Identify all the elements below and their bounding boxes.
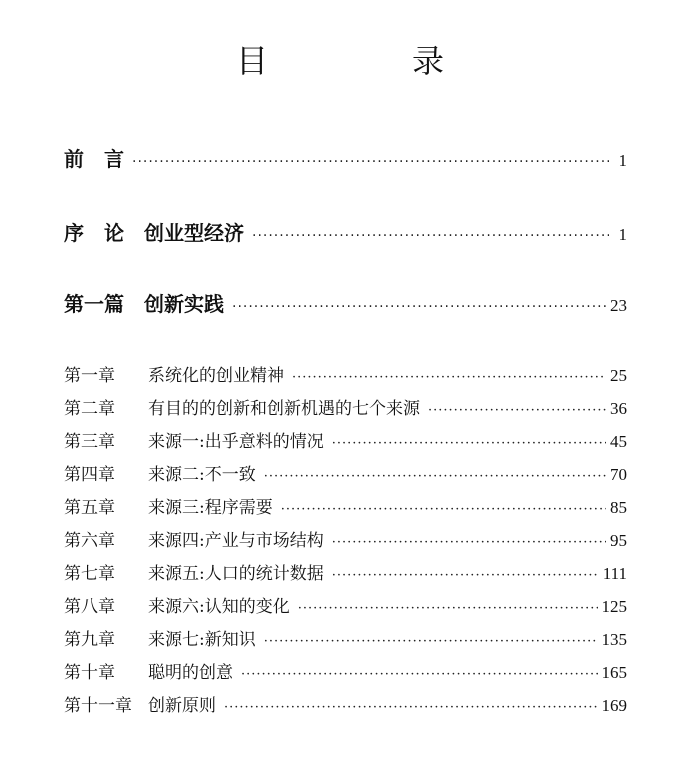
dot-leader bbox=[252, 228, 609, 244]
toc-page-number: 36 bbox=[610, 399, 627, 418]
chapter-number: 第九章 bbox=[64, 630, 115, 650]
toc-entry-chapter-10[interactable] bbox=[64, 658, 627, 683]
toc-entry-label: 第一篇 创新实践 bbox=[64, 292, 224, 316]
chapter-number: 第五章 bbox=[64, 498, 115, 518]
toc-entry-label: 序 论 创业型经济 bbox=[64, 221, 244, 245]
toc-entry-chapter-2[interactable] bbox=[64, 394, 627, 419]
toc-page-number: 135 bbox=[601, 630, 627, 649]
toc-page-number: 95 bbox=[610, 531, 627, 550]
dot-leader bbox=[332, 568, 599, 583]
chapter-number: 第八章 bbox=[64, 597, 115, 617]
dot-leader bbox=[224, 700, 598, 715]
dot-leader bbox=[292, 370, 606, 385]
dot-leader bbox=[281, 502, 606, 517]
toc-entry-chapter-9[interactable] bbox=[64, 625, 627, 650]
toc-entry-chapter-11[interactable] bbox=[64, 691, 627, 716]
toc-entry-chapter-4[interactable] bbox=[64, 460, 627, 485]
chapter-number: 第六章 bbox=[64, 531, 115, 551]
chapter-title: 来源二:不一致 bbox=[148, 465, 256, 485]
chapter-title: 来源六:认知的变化 bbox=[148, 597, 290, 617]
toc-entry-chapter-1[interactable] bbox=[64, 361, 627, 386]
toc-page-number: 25 bbox=[610, 366, 627, 385]
toc-page-number: 111 bbox=[602, 564, 627, 583]
toc-entry-introduction[interactable] bbox=[64, 217, 627, 246]
toc-page-number: 70 bbox=[610, 465, 627, 484]
chapter-number: 第一章 bbox=[64, 366, 115, 386]
dot-leader bbox=[298, 601, 598, 616]
chapter-number: 第二章 bbox=[64, 399, 115, 419]
chapter-number: 第七章 bbox=[64, 564, 115, 584]
toc-entry-chapter-7[interactable] bbox=[64, 559, 627, 584]
toc-entry-part-one[interactable] bbox=[64, 288, 627, 317]
toc-page-number: 125 bbox=[601, 597, 627, 616]
toc-page-number: 169 bbox=[601, 696, 627, 715]
chapter-title: 来源三:程序需要 bbox=[148, 498, 273, 518]
toc-entry-chapter-8[interactable] bbox=[64, 592, 627, 617]
toc-page-number: 165 bbox=[601, 663, 627, 682]
toc-page-number: 85 bbox=[610, 498, 627, 517]
dot-leader bbox=[332, 436, 606, 451]
dot-leader bbox=[264, 469, 606, 484]
chapter-number: 第十章 bbox=[64, 663, 115, 683]
chapter-number: 第四章 bbox=[64, 465, 115, 485]
toc-entry-preface[interactable] bbox=[64, 143, 627, 172]
chapter-title: 有目的的创新和创新机遇的七个来源 bbox=[148, 399, 420, 419]
chapter-title: 来源七:新知识 bbox=[148, 630, 256, 650]
toc-entry-chapter-3[interactable] bbox=[64, 427, 627, 452]
chapter-number: 第十一章 bbox=[64, 696, 132, 716]
dot-leader bbox=[428, 403, 606, 418]
toc-entry-chapter-6[interactable] bbox=[64, 526, 627, 551]
page-title: 目 录 bbox=[235, 42, 500, 80]
dot-leader bbox=[232, 299, 606, 315]
dot-leader bbox=[264, 634, 598, 649]
dot-leader bbox=[241, 667, 598, 682]
chapter-title: 创新原则 bbox=[148, 696, 216, 716]
dot-leader bbox=[132, 154, 609, 170]
toc-entry-chapter-5[interactable] bbox=[64, 493, 627, 518]
toc-page-number: 1 bbox=[618, 151, 627, 170]
chapter-title: 来源五:人口的统计数据 bbox=[148, 564, 324, 584]
chapter-number: 第三章 bbox=[64, 432, 115, 452]
toc-page-number: 45 bbox=[610, 432, 627, 451]
chapter-title: 来源四:产业与市场结构 bbox=[148, 531, 324, 551]
toc-page-number: 1 bbox=[618, 225, 627, 244]
toc-entry-label: 前 言 bbox=[64, 147, 124, 171]
chapter-title: 聪明的创意 bbox=[148, 663, 233, 683]
dot-leader bbox=[332, 535, 606, 550]
chapter-title: 系统化的创业精神 bbox=[148, 366, 284, 386]
toc-page-number: 23 bbox=[610, 296, 627, 315]
chapter-title: 来源一:出乎意料的情况 bbox=[148, 432, 324, 452]
